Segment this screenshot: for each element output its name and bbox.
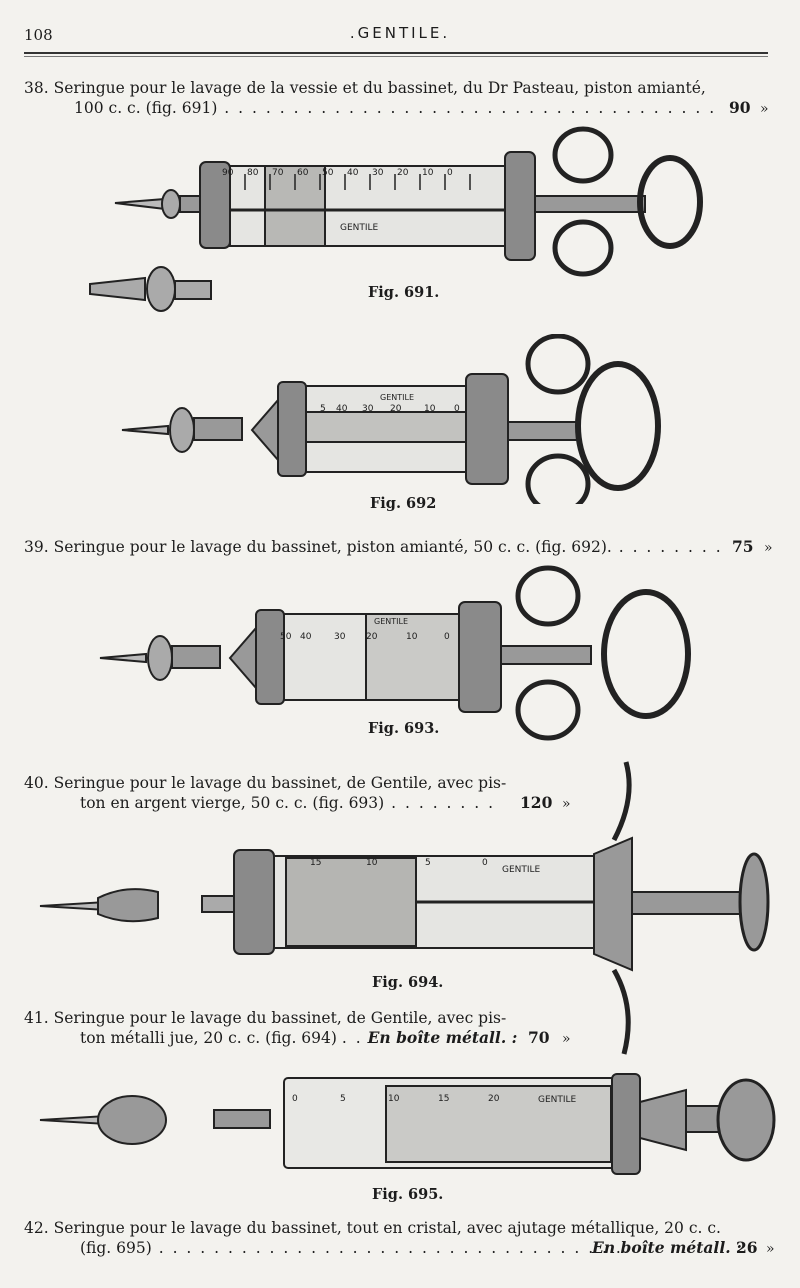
fig-691-caption: Fig. 691.: [368, 284, 440, 301]
header-rule: [24, 52, 768, 54]
entry-41-price: 70: [528, 1028, 550, 1047]
entry-40-guillemet: »: [562, 796, 571, 812]
fig691-scale-2: 70: [272, 168, 284, 178]
fig693-brand: GENTILE: [374, 617, 408, 626]
fig692-scale-3: 20: [390, 404, 402, 414]
entry-42-guillemet: »: [766, 1241, 775, 1257]
entry-41-note: En boîte métall. :: [367, 1028, 518, 1047]
fig695-scale-4: 20: [488, 1094, 500, 1104]
catalog-entry-39: [24, 537, 784, 557]
fig691-brand: GENTILE: [340, 223, 379, 233]
fig-694-caption: Fig. 694.: [372, 974, 444, 991]
fig695-scale-3: 15: [438, 1094, 450, 1104]
fig694-scale-3: 0: [482, 858, 488, 868]
fig693-scale-2: 30: [334, 632, 346, 642]
leader-dots: . . . . . . . . . . . . . . . . . . . . . . . . . . . . . . . . . .: [151, 1239, 623, 1257]
entry-40-line1: 40. Seringue pour le lavage du bassinet, de Gentile, avec pis-: [24, 774, 507, 792]
fig695-scale-1: 5: [340, 1094, 346, 1104]
figure-692-illustration: [118, 334, 678, 504]
fig691-scale-7: 20: [397, 168, 409, 178]
fig692-scale-2: 30: [362, 404, 374, 414]
leader-dots: . . . . . . . . . . . . . . . . . . . . . . . . . . . . . . . . . . . .: [217, 99, 717, 117]
entry-38-price: 90: [729, 98, 751, 117]
fig-692-caption: Fig. 692: [370, 495, 437, 512]
entry-38-line1: 38. Seringue pour le lavage de la vessie et du bassinet, du Dr Pasteau, piston amianté,: [24, 79, 706, 97]
entry-39-price: 75: [732, 537, 754, 556]
entry-42-line1: 42. Seringue pour le lavage du bassinet, tout en cristal, avec ajutage métallique, 20 c. c.: [24, 1219, 721, 1237]
entry-41-line1: 41. Seringue pour le lavage du bassinet, de Gentile, avec pis-: [24, 1009, 507, 1027]
header-rule-thin: [24, 56, 768, 57]
entry-39-guillemet: »: [764, 540, 773, 556]
leader-dots: . . . . . . . .: [384, 794, 496, 812]
entry-41-guillemet: »: [562, 1031, 571, 1047]
fig691-scale-8: 10: [422, 168, 434, 178]
entry-42-price: 26: [736, 1238, 758, 1257]
catalog-entry-38: [24, 78, 706, 98]
fig695-scale-2: 10: [388, 1094, 400, 1104]
fig693-scale-3: 20: [366, 632, 378, 642]
entry-41-line2: ton métalli jue, 20 c. c. (fig. 694): [80, 1029, 337, 1047]
fig694-scale-0: 15: [310, 858, 322, 868]
figure-695-illustration: [36, 1066, 776, 1176]
fig692-brand: GENTILE: [380, 393, 414, 402]
fig693-scale-4: 10: [406, 632, 418, 642]
fig691-scale-3: 60: [297, 168, 309, 178]
fig693-scale-0: 50: [280, 632, 292, 642]
fig691-scale-5: 40: [347, 168, 359, 178]
entry-42-line2: (fig. 695): [80, 1239, 152, 1257]
leader-dots: . . . . . . . .: [611, 538, 723, 556]
fig691-scale-4: 50: [322, 168, 334, 178]
entry-41-line2-row: [80, 1028, 580, 1048]
fig692-scale-0: 5: [320, 404, 326, 414]
fig695-scale-0: 0: [292, 1094, 298, 1104]
fig692-scale-4: 10: [424, 404, 436, 414]
leader-dots: . .: [341, 1029, 363, 1047]
fig693-scale-5: 0: [444, 632, 450, 642]
fig691-scale-9: 0: [447, 168, 453, 178]
entry-40-price: 120: [520, 793, 553, 812]
fig693-scale-1: 40: [300, 632, 312, 642]
entry-40-line2: ton en argent vierge, 50 c. c. (fig. 693): [80, 794, 385, 812]
fig691-scale-0: 90: [222, 168, 234, 178]
fig692-scale-5: 0: [454, 404, 460, 414]
fig694-brand: GENTILE: [502, 865, 541, 875]
entry-39-line1: 39. Seringue pour le lavage du bassinet, piston amianté, 50 c. c. (fig. 692).: [24, 538, 612, 556]
entry-42-line2-row: [80, 1238, 780, 1258]
fig692-scale-1: 40: [336, 404, 348, 414]
entry-38-line2-row: [74, 98, 774, 118]
entry-38-guillemet: »: [760, 101, 769, 117]
fig694-scale-1: 10: [366, 858, 378, 868]
fig695-brand: GENTILE: [538, 1095, 577, 1105]
page-number: 108: [24, 26, 53, 44]
catalog-entry-42: [24, 1218, 721, 1238]
fig-695-caption: Fig. 695.: [372, 1186, 444, 1203]
fig694-scale-2: 5: [425, 858, 431, 868]
fig691-scale-1: 80: [247, 168, 259, 178]
figure-693-illustration: [96, 562, 706, 742]
fig691-scale-6: 30: [372, 168, 384, 178]
catalog-entry-41: [24, 1008, 506, 1028]
entry-38-line2: 100 c. c. (fig. 691): [74, 99, 218, 117]
fig-693-caption: Fig. 693.: [368, 720, 440, 737]
entry-42-note: En boîte métall. :: [592, 1238, 742, 1257]
running-header: .GENTILE.: [349, 24, 451, 42]
